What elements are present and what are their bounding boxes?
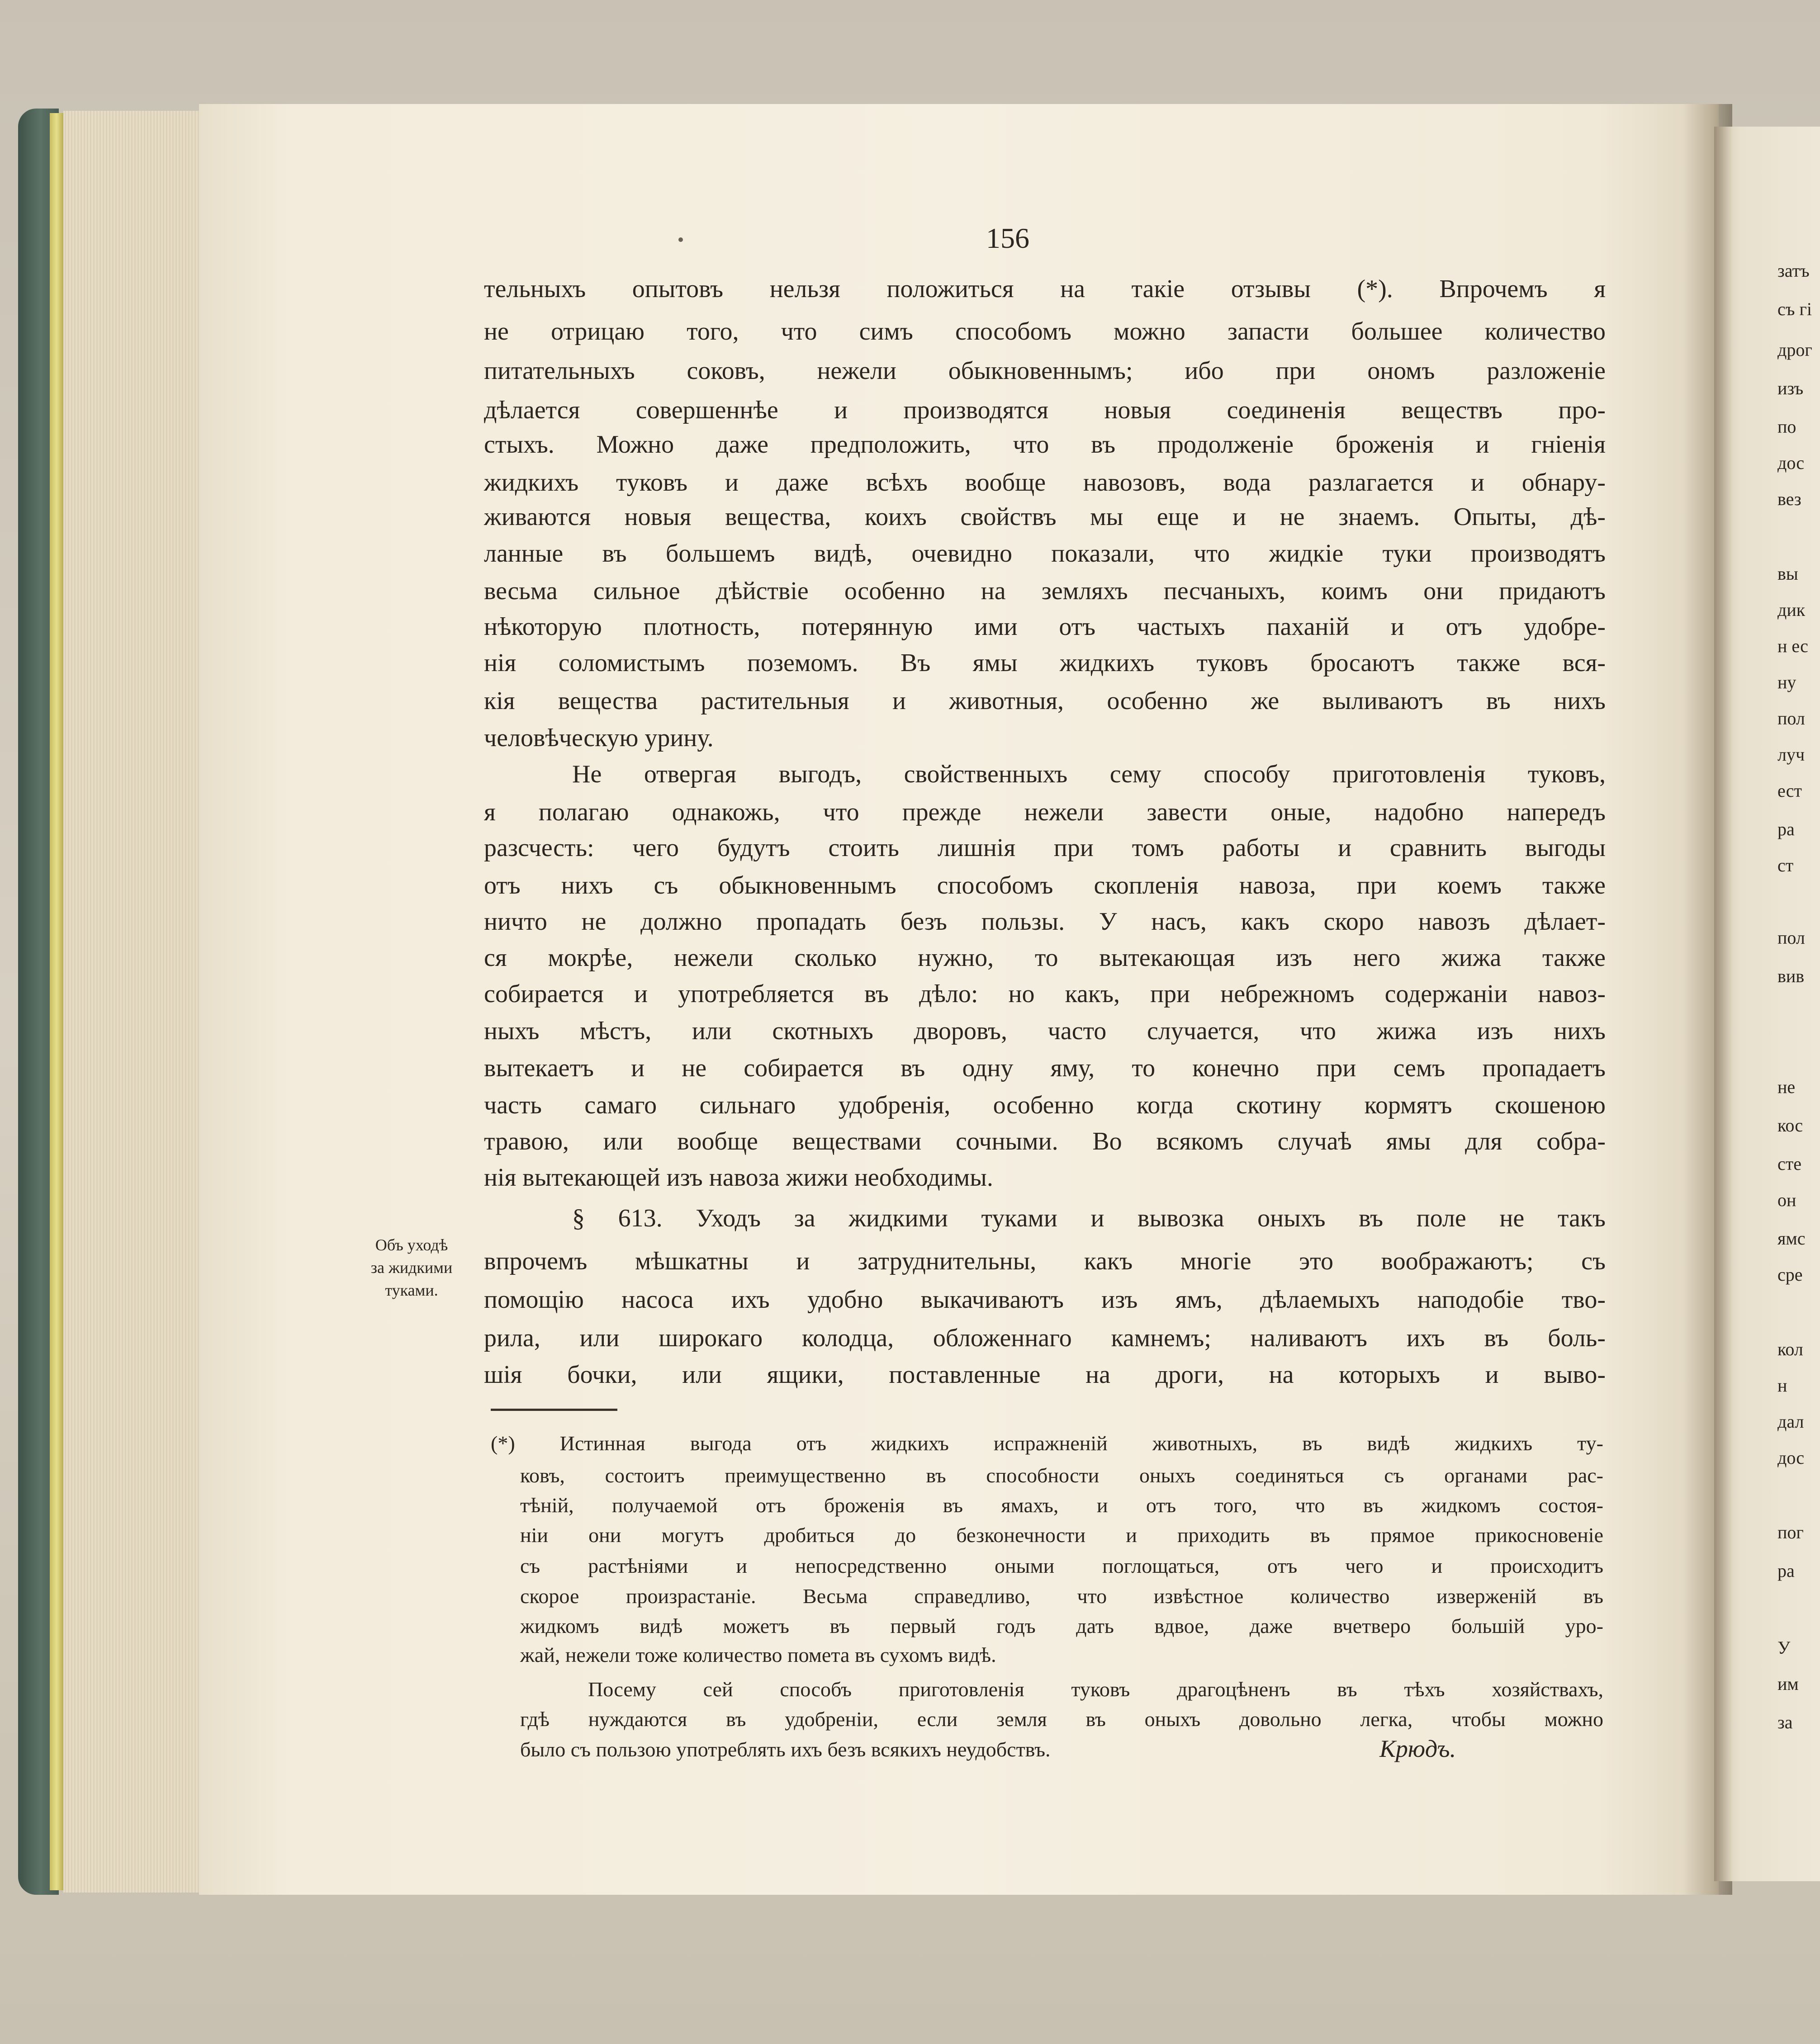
page-number: 156: [986, 222, 1029, 254]
text-line: разсчесть: чего будутъ стоить лишнія при томъ работы и сравнить выгоды: [484, 834, 1606, 862]
page-stack: [63, 111, 208, 1893]
facing-page-shadow: [1714, 127, 1732, 1881]
text-line: ныхъ мѣстъ, или скотныхъ дворовъ, часто случается, что жижа изъ нихъ: [484, 1017, 1606, 1045]
facing-fragment: съ гі: [1777, 299, 1812, 319]
facing-fragment: У: [1777, 1637, 1791, 1658]
text-line: травою, или вообще веществами сочными. Во всякомъ случаѣ ямы для собра-: [484, 1127, 1606, 1155]
footnote-line: тѣній, получаемой отъ броженія въ ямахъ, и отъ того, что въ жидкомъ состоя-: [520, 1494, 1603, 1517]
facing-fragment: луч: [1777, 744, 1805, 765]
facing-fragment: кос: [1777, 1115, 1803, 1136]
facing-fragment: н: [1777, 1375, 1787, 1396]
facing-fragment: ямс: [1777, 1228, 1806, 1249]
facing-fragment: изъ: [1777, 378, 1804, 398]
footnote-line: было съ пользою употреблять ихъ безъ всякихъ неудобствъ.: [520, 1738, 1051, 1761]
text-line: рила, или широкаго колодца, обложеннаго камнемъ; наливаютъ ихъ въ боль-: [484, 1324, 1606, 1352]
text-line: § 613. Уходъ за жидкими туками и вывозка оныхъ въ поле не такъ: [572, 1204, 1606, 1232]
text-line: часть самаго сильнаго удобренія, особенно когда скотину кормятъ скошеною: [484, 1091, 1606, 1119]
footnote-line: ніи они могутъ дробиться до безконечности и приходить въ прямое прикосновеніе: [520, 1524, 1603, 1547]
text-line: ся мокрѣе, нежели сколько нужно, то вытекающая изъ него жижа также: [484, 944, 1606, 972]
text-line: питательныхъ соковъ, нежели обыкновеннымъ; ибо при ономъ разложеніе: [484, 357, 1606, 385]
facing-fragment: вив: [1777, 966, 1805, 986]
footnote-line: жай, нежели тоже количество помета въ сухомъ видѣ.: [520, 1643, 996, 1666]
text-line: нія вытекающей изъ навоза жижи необходимы.: [484, 1164, 993, 1192]
facing-fragment: за: [1777, 1712, 1793, 1732]
margin-note-line: Объ уходѣ: [375, 1236, 448, 1254]
footnote-rule: [491, 1409, 617, 1411]
facing-fragment: вез: [1777, 489, 1801, 509]
facing-fragment: пол: [1777, 708, 1805, 729]
footnote-line: гдѣ нуждаются въ удобреніи, если земля въ оныхъ довольно легка, чтобы можно: [520, 1708, 1603, 1731]
footnote-signature: Крюдъ.: [1379, 1735, 1456, 1762]
facing-fragment: ра: [1777, 1561, 1795, 1581]
footnote-line: ковъ, состоитъ преимущественно въ способности оныхъ соединяться съ органами рас-: [520, 1464, 1603, 1487]
text-line: человѣческую урину.: [484, 724, 714, 752]
footnote-line: Посему сей способъ приготовленія туковъ драгоцѣненъ въ тѣхъ хозяйствахъ,: [588, 1678, 1603, 1701]
facing-fragment: им: [1777, 1674, 1799, 1694]
facing-fragment: ну: [1777, 672, 1796, 692]
text-line: тельныхъ опытовъ нельзя положиться на такіе отзывы (*). Впрочемъ я: [484, 275, 1606, 303]
footnote-line: скорое произрастаніе. Весьма справедливо, что извѣстное количество изверженій въ: [520, 1585, 1603, 1608]
facing-fragment: н ес: [1777, 636, 1808, 656]
text-line: не отрицаю того, что симъ способомъ можно запасти большее количество: [484, 317, 1606, 345]
text-line: помощію насоса ихъ удобно выкачиваютъ изъ ямъ, дѣлаемыхъ наподобіе тво-: [484, 1286, 1606, 1314]
text-line: нѣкоторую плотность, потерянную ими отъ частыхъ паханій и отъ удобре-: [484, 613, 1606, 641]
text-line: кія вещества растительныя и животныя, особенно же выливаютъ въ нихъ: [484, 687, 1606, 715]
ink-dot: [678, 237, 683, 242]
text-line: весьма сильное дѣйствіе особенно на земляхъ песчаныхъ, коимъ они придаютъ: [484, 577, 1606, 605]
facing-fragment: ест: [1777, 781, 1802, 801]
text-line: отъ нихъ съ обыкновеннымъ способомъ скопленія навоза, при коемъ также: [484, 871, 1606, 899]
margin-note: [344, 1234, 479, 1301]
facing-fragment: дик: [1777, 600, 1806, 620]
facing-fragment: ра: [1777, 819, 1795, 839]
margin-note-line: за жидкими: [370, 1259, 453, 1277]
facing-fragment: по: [1777, 416, 1796, 437]
facing-fragment: не: [1777, 1077, 1796, 1097]
facing-fragment: вы: [1777, 563, 1798, 584]
text-line: жидкихъ туковъ и даже всѣхъ вообще навозовъ, вода разлагается и обнару-: [484, 468, 1606, 497]
text-line: нія соломистымъ поземомъ. Въ ямы жидкихъ туковъ бросаютъ также вся-: [484, 649, 1606, 677]
facing-fragment: пог: [1777, 1522, 1804, 1542]
facing-fragment: ст: [1777, 855, 1794, 875]
text-line: я полагаю однакожь, что прежде нежели завести оные, надобно напередъ: [484, 798, 1606, 826]
footnote-line: (*) Истинная выгода отъ жидкихъ испражненій животныхъ, въ видѣ жидкихъ ту-: [491, 1432, 1603, 1455]
facing-fragment: дос: [1777, 453, 1805, 473]
facing-fragment: сте: [1777, 1154, 1801, 1174]
facing-fragment: сре: [1777, 1264, 1803, 1285]
facing-fragment: дрог: [1777, 340, 1812, 360]
text-line: ланные въ большемъ видѣ, очевидно показали, что жидкіе туки производятъ: [484, 539, 1606, 568]
gilt-page-edge: [50, 113, 63, 1890]
footnote-line: съ растѣніями и непосредственно оными поглощаться, отъ чего и происходитъ: [520, 1554, 1603, 1577]
text-line: шія бочки, или ящики, поставленные на дроги, на которыхъ и выво-: [484, 1361, 1606, 1389]
facing-fragment: дос: [1777, 1448, 1805, 1468]
margin-note-line: туками.: [385, 1281, 438, 1299]
text-line: стыхъ. Можно даже предположить, что въ продолженіе броженія и гніенія: [484, 431, 1606, 459]
text-line: Не отвергая выгодъ, свойственныхъ сему способу приготовленія туковъ,: [572, 760, 1606, 788]
text-line: впрочемъ мѣшкатны и затруднительны, какъ многіе это воображаютъ; съ: [484, 1247, 1606, 1275]
facing-fragment: пол: [1777, 927, 1805, 948]
text-line: собирается и употребляется въ дѣло: но какъ, при небрежномъ содержаніи навоз-: [484, 980, 1606, 1008]
facing-fragment: затъ: [1777, 260, 1810, 281]
text-line: дѣлается совершеннѣе и производятся новыя соединенія веществъ про-: [484, 396, 1606, 424]
facing-fragment: он: [1777, 1190, 1796, 1210]
text-line: живаются новыя вещества, коихъ свойствъ мы еще и не знаемъ. Опыты, дѣ-: [484, 503, 1606, 531]
facing-fragment: дал: [1777, 1411, 1804, 1432]
text-line: вытекаетъ и не собирается въ одну яму, то конечно при семъ пропадаетъ: [484, 1054, 1606, 1082]
text-line: ничто не должно пропадать безъ пользы. У насъ, какъ скоро навозъ дѣлает-: [484, 908, 1606, 936]
facing-fragment: кол: [1777, 1339, 1803, 1359]
footnote-line: жидкомъ видѣ можетъ въ первый годъ дать вдвое, даже вчетверо большій уро-: [520, 1614, 1603, 1637]
